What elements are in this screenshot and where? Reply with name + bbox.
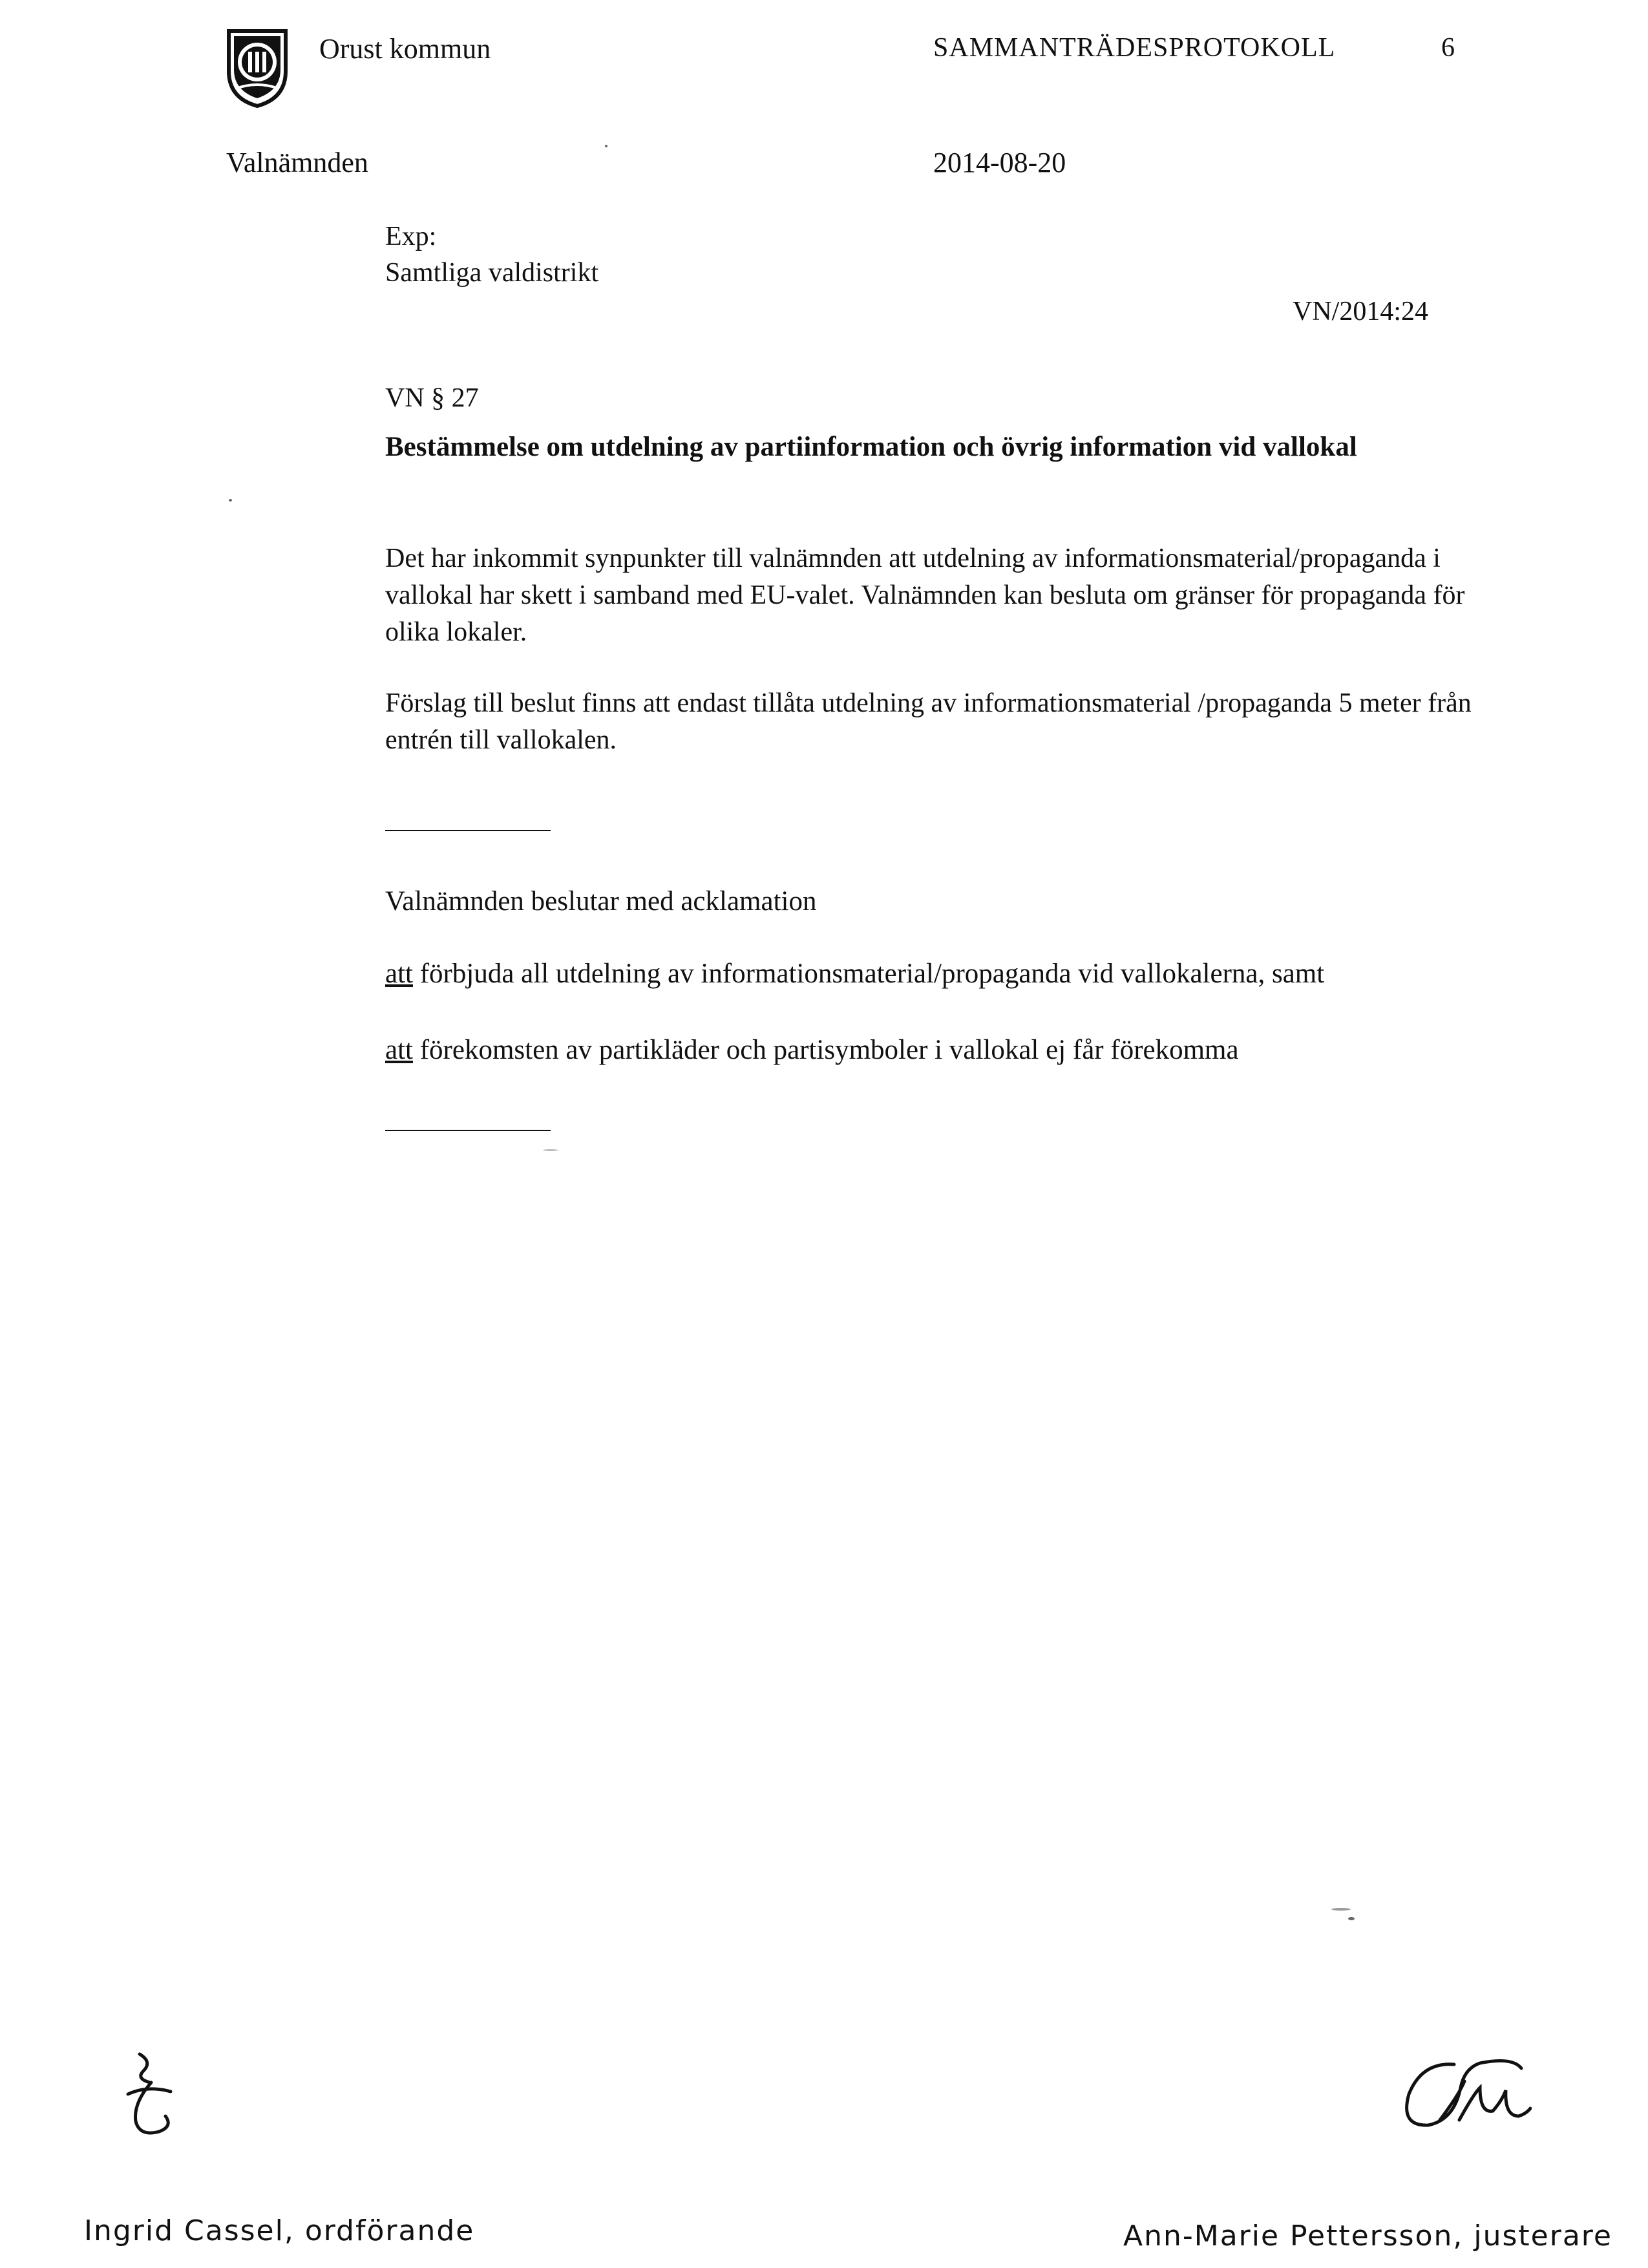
committee-name: Valnämnden (226, 147, 368, 178)
decision-prefix: att (385, 1035, 413, 1065)
scan-speck (1348, 1917, 1355, 1920)
case-number: VN/2014:24 (1293, 297, 1428, 326)
scan-speck (605, 145, 607, 147)
meeting-date: 2014-08-20 (933, 147, 1066, 178)
page-number: 6 (1441, 33, 1455, 63)
divider-line (385, 1130, 551, 1131)
decision-text: förekomsten av partikläder och partisymboler i vallokal ej får förekomma (412, 1035, 1239, 1065)
decision-item (385, 1034, 1239, 1066)
section-reference: VN § 27 (385, 383, 479, 413)
organization-name: Orust kommun (319, 33, 491, 65)
scan-speck (543, 1149, 558, 1151)
section-title: Bestämmelse om utdelning av partiinformation och övrig information vid vallokal (385, 432, 1357, 462)
decision-text: förbjuda all utdelning av informationsmaterial/propaganda vid vallokalerna, samt (412, 959, 1325, 989)
divider-line (385, 830, 551, 831)
decision-item (385, 958, 1324, 990)
scan-speck (229, 499, 232, 502)
body-paragraph-2: Förslag till beslut finns att endast tillåta utdelning av informationsmaterial /propaganda 5 meter från entrén till vallokalen. (385, 688, 1472, 756)
handwritten-signature-icon (114, 2049, 185, 2146)
adjuster-signature-name: Ann-Marie Pettersson, justerare (1123, 2220, 1612, 2252)
document-type: SAMMANTRÄDESPROTOKOLL (933, 33, 1336, 63)
decision-intro: Valnämnden beslutar med acklamation (385, 886, 817, 917)
distribution-label: Exp: (385, 222, 437, 251)
body-paragraph-1: Det har inkommit synpunkter till valnämnden att utdelning av informationsmaterial/propaganda i vallokal har skett i samband med EU-valet. Valnämnden kan besluta om gränser för propaganda för olika lokaler. (385, 544, 1465, 648)
chair-signature-name: Ingrid Cassel, ordförande (84, 2214, 475, 2247)
decision-prefix: att (385, 959, 413, 989)
scan-speck (1331, 1908, 1351, 1911)
municipality-crest-icon (224, 26, 291, 110)
distribution-recipients: Samtliga valdistrikt (385, 258, 599, 288)
handwritten-signature-icon (1383, 2049, 1532, 2146)
